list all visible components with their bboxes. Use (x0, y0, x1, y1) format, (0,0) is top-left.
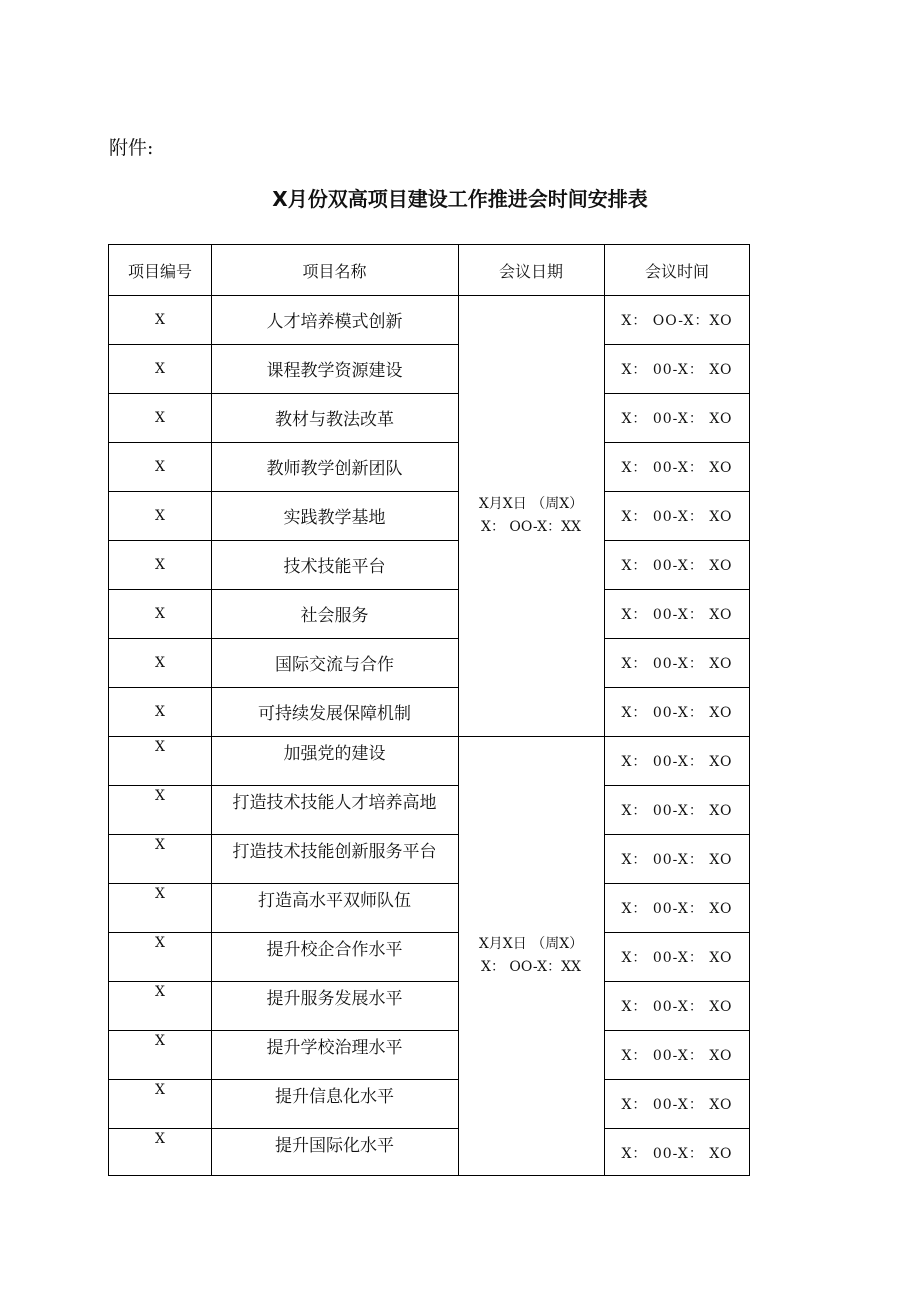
meeting-time-cell: X： 00-X： XO (621, 998, 733, 1015)
meeting-time-cell: X： 00-X： XO (621, 459, 733, 476)
project-name-cell: 提升校企合作水平 (266, 940, 403, 960)
project-code-cell: X (155, 935, 165, 951)
header-meeting-date: 会议日期 (498, 261, 563, 281)
table-column-divider (458, 245, 459, 1175)
meeting-time-cell: X： 00-X： XO (621, 851, 733, 868)
meeting-time-cell: X： OO-X：XO (621, 312, 733, 329)
header-project-name: 项目名称 (302, 261, 367, 281)
project-name-cell: 人才培养模式创新 (266, 312, 403, 332)
meeting-date-day: X月X日 （周X） (478, 936, 584, 952)
project-name-cell: 打造技术技能人才培养高地 (232, 793, 437, 813)
meeting-time-cell: X： 00-X： XO (621, 508, 733, 525)
project-code-cell: X (155, 654, 165, 671)
project-code-cell: X (155, 409, 165, 426)
header-project-code: 项目编号 (127, 261, 192, 281)
meeting-time-cell: X： 00-X： XO (621, 949, 733, 966)
meeting-time-cell: X： 00-X： XO (621, 802, 733, 819)
page-title: X月份双高项目建设工作推进会时间安排表 (272, 187, 648, 211)
meeting-date-group-1 (458, 295, 604, 736)
project-code-cell: X (155, 1131, 165, 1147)
project-name-cell: 课程教学资源建设 (266, 361, 403, 381)
meeting-time-cell: X： 00-X： XO (621, 1145, 733, 1162)
project-code-cell: X (155, 1033, 165, 1049)
project-name-cell: 提升学校治理水平 (266, 1038, 403, 1058)
project-name-cell: 加强党的建设 (283, 744, 386, 764)
project-name-cell: 技术技能平台 (283, 557, 386, 577)
header-meeting-time: 会议时间 (644, 261, 709, 281)
meeting-time-cell: X： 00-X： XO (621, 557, 733, 574)
project-code-cell: X (155, 837, 165, 853)
project-name-cell: 实践教学基地 (283, 508, 386, 528)
meeting-time-cell: X： 00-X： XO (621, 704, 733, 721)
project-code-cell: X (155, 739, 165, 755)
meeting-time-cell: X： 00-X： XO (621, 606, 733, 623)
meeting-time-cell: X： 00-X： XO (621, 1047, 733, 1064)
attachment-label: 附件: (109, 137, 154, 159)
project-name-cell: 国际交流与合作 (275, 655, 394, 675)
project-name-cell: 打造高水平双师队伍 (258, 891, 411, 911)
project-name-cell: 教师教学创新团队 (266, 459, 403, 479)
meeting-time-cell: X： 00-X： XO (621, 410, 733, 427)
meeting-time-cell: X： 00-X： XO (621, 361, 733, 378)
meeting-time-cell: X： 00-X： XO (621, 1096, 733, 1113)
project-name-cell: 打造技术技能创新服务平台 (232, 842, 437, 862)
project-code-cell: X (155, 703, 165, 720)
meeting-date-day: X月X日 （周X） (478, 495, 584, 512)
project-code-cell: X (155, 605, 165, 622)
project-code-cell: X (155, 556, 165, 573)
project-code-cell: X (155, 788, 165, 804)
project-code-cell: X (155, 360, 165, 377)
project-code-cell: X (155, 1082, 165, 1098)
meeting-date-time: X： OO-X：XX (480, 959, 582, 975)
meeting-date-group-2 (458, 736, 604, 1176)
meeting-time-cell: X： 00-X： XO (621, 655, 733, 672)
schedule-table (108, 244, 750, 1176)
project-name-cell: 提升服务发展水平 (266, 989, 403, 1009)
project-code-cell: X (155, 886, 165, 902)
project-name-cell: 社会服务 (300, 606, 369, 626)
project-name-cell: 提升信息化水平 (275, 1087, 394, 1107)
project-code-cell: X (155, 984, 165, 1000)
meeting-time-cell: X： 00-X： XO (621, 900, 733, 917)
project-code-cell: X (155, 458, 165, 475)
project-name-cell: 可持续发展保障机制 (258, 704, 411, 724)
project-name-cell: 教材与教法改革 (275, 410, 394, 430)
project-code-cell: X (155, 507, 165, 524)
meeting-time-cell: X： 00-X： XO (621, 753, 733, 770)
project-code-cell: X (155, 311, 165, 328)
meeting-date-time: X： OO-X：XX (480, 518, 582, 535)
project-name-cell: 提升国际化水平 (275, 1136, 394, 1156)
